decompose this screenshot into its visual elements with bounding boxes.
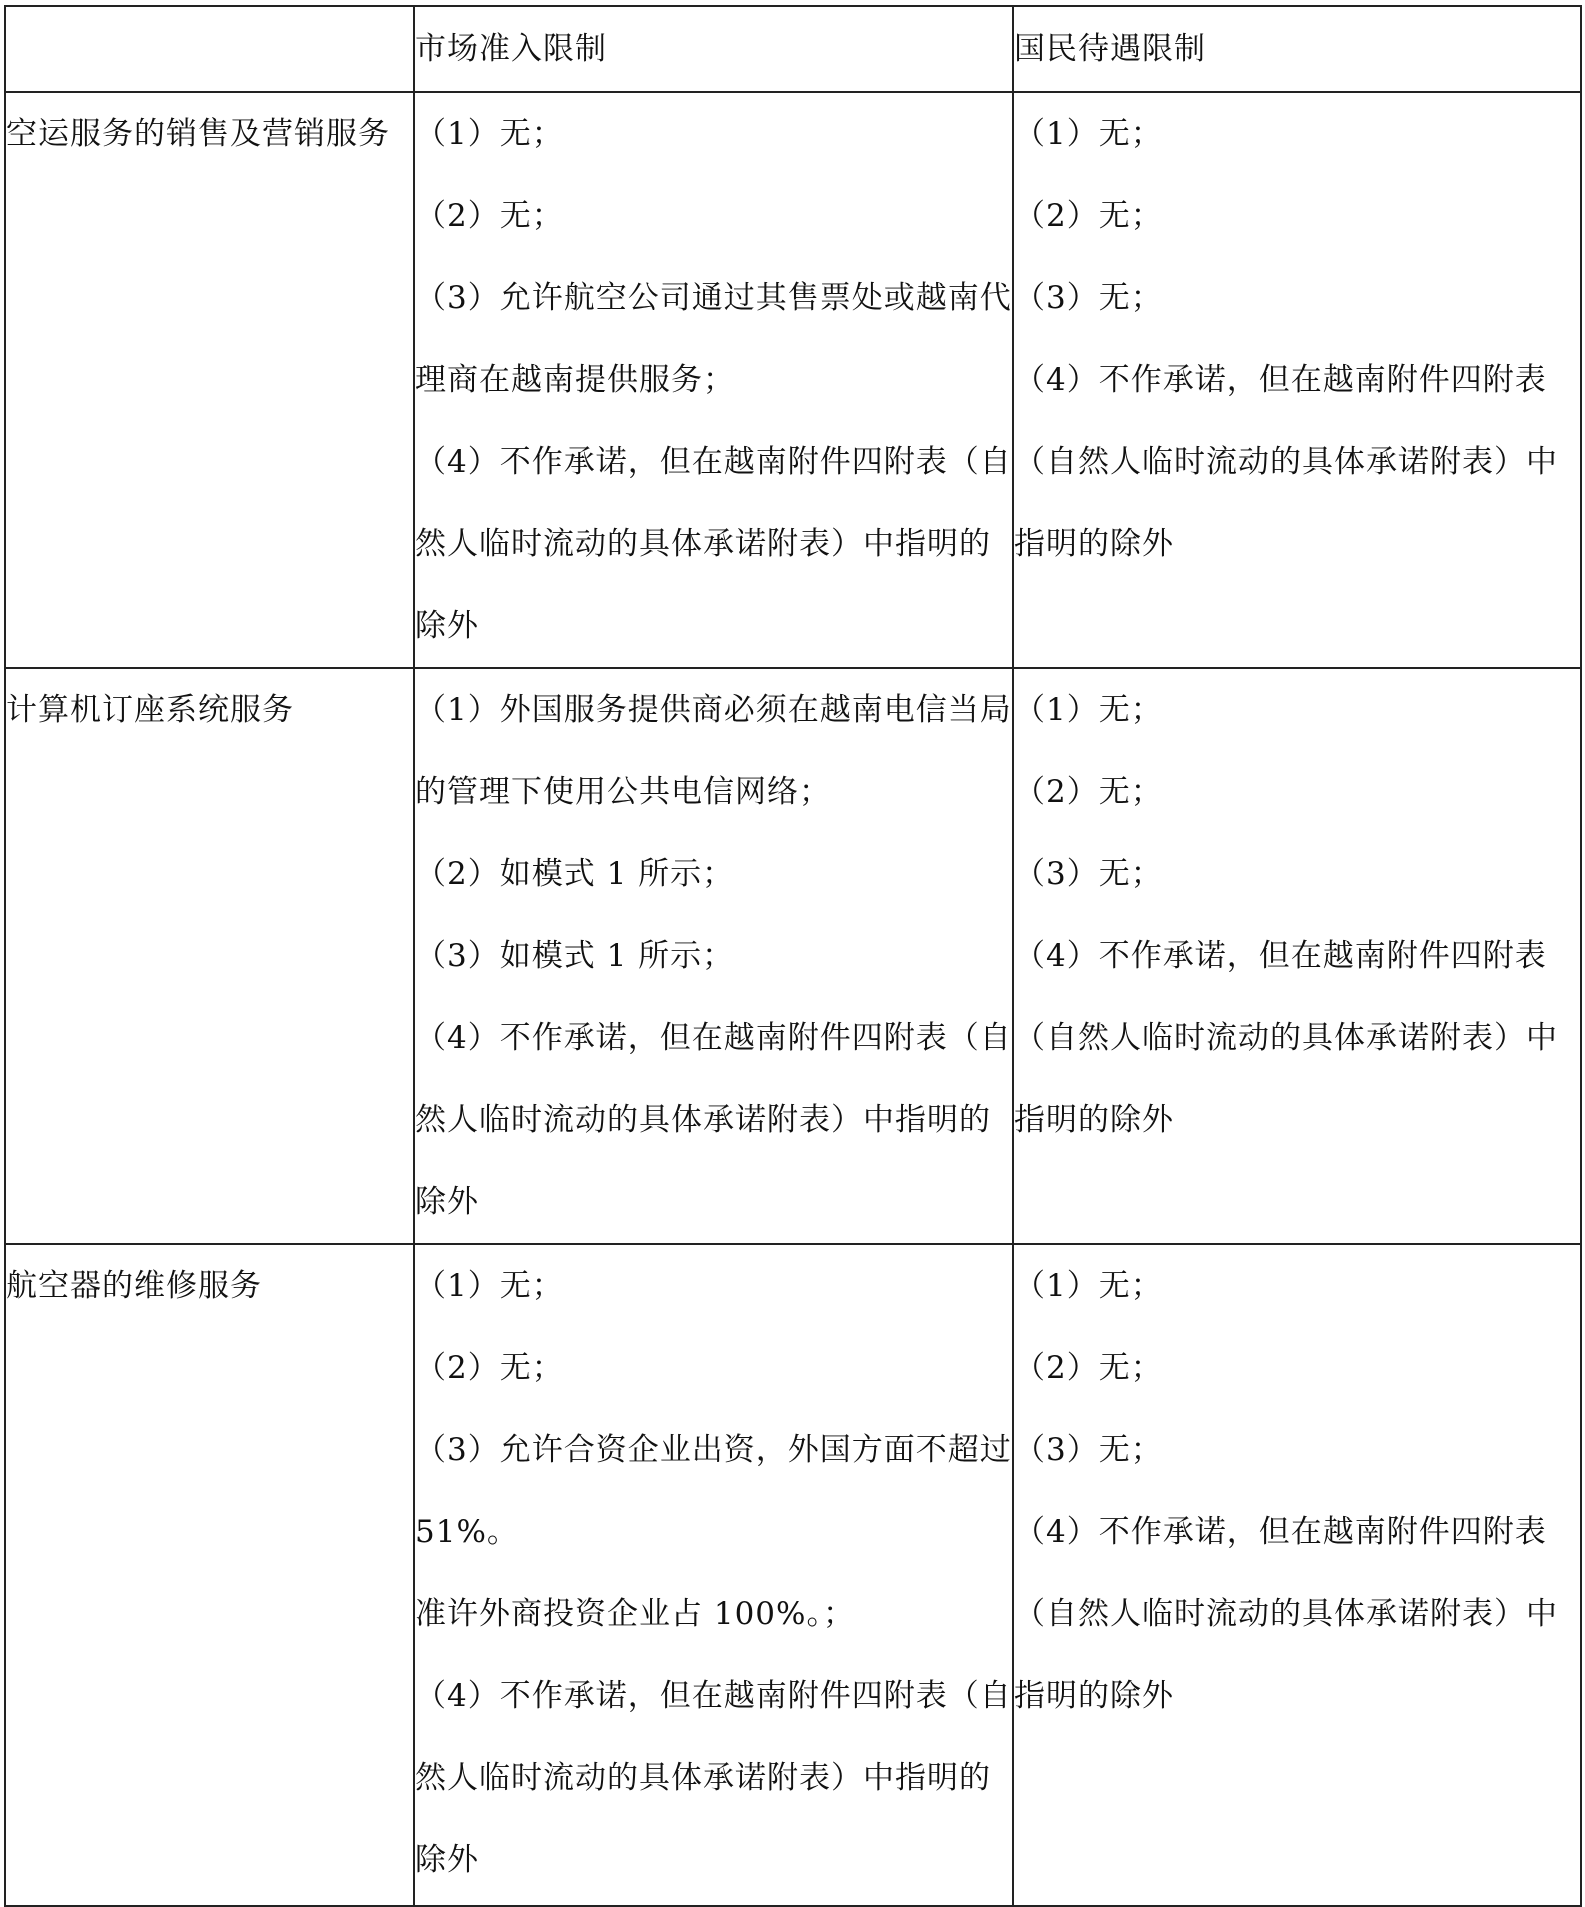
commitment-line: （1）无； — [415, 1268, 564, 1304]
commitment-line: （4）不作承诺，但在越南附件四附表（自然人临时流动的具体承诺附表）中指明的除外 — [1014, 362, 1558, 562]
commitment-line: （2）无； — [415, 1350, 564, 1386]
table-row — [5, 668, 1581, 1244]
commitment-line: （3）如模式 1 所示； — [415, 938, 735, 974]
header-market-access: 市场准入限制 — [414, 6, 1013, 92]
commitment-line: （2）无； — [1014, 774, 1163, 810]
commitment-line: （3）无； — [1014, 280, 1163, 316]
service-name-cell — [5, 1244, 414, 1906]
table-header-row — [5, 6, 1581, 92]
commitment-line: （4）不作承诺，但在越南附件四附表（自然人临时流动的具体承诺附表）中指明的除外 — [415, 1020, 1012, 1220]
market-access-cell — [414, 668, 1013, 1244]
commitment-line: （3）无； — [1014, 856, 1163, 892]
national-treatment-cell — [1013, 668, 1581, 1244]
commitment-line: （4）不作承诺，但在越南附件四附表（自然人临时流动的具体承诺附表）中指明的除外 — [415, 444, 1012, 644]
commitment-line: （1）无； — [1014, 116, 1163, 152]
commitment-line: （1）无； — [415, 116, 564, 152]
commitment-line: 准许外商投资企业占 100%。； — [415, 1596, 855, 1632]
commitment-line: （2）无； — [1014, 198, 1163, 234]
commitment-line: （4）不作承诺，但在越南附件四附表（自然人临时流动的具体承诺附表）中指明的除外 — [1014, 1514, 1558, 1714]
service-name-cell — [5, 668, 414, 1244]
commitment-line: （2）无； — [415, 198, 564, 234]
commitment-line: （1）无； — [1014, 1268, 1163, 1304]
table-row — [5, 92, 1581, 668]
commitment-line: （3）允许合资企业出资，外国方面不超过 51%。 — [415, 1432, 1012, 1550]
service-name: 空运服务的销售及营销服务 — [6, 116, 390, 152]
commitment-line: （4）不作承诺，但在越南附件四附表（自然人临时流动的具体承诺附表）中指明的除外 — [1014, 938, 1558, 1138]
header-national-treatment: 国民待遇限制 — [1013, 6, 1581, 92]
commitment-line: （2）无； — [1014, 1350, 1163, 1386]
market-access-cell — [414, 1244, 1013, 1906]
commitment-line: （1）无； — [1014, 692, 1163, 728]
market-access-cell — [414, 92, 1013, 668]
commitment-table — [4, 5, 1582, 1907]
header-sector-cell — [5, 6, 414, 92]
national-treatment-cell — [1013, 1244, 1581, 1906]
table-row — [5, 1244, 1581, 1906]
national-treatment-cell — [1013, 92, 1581, 668]
commitment-line: （2）如模式 1 所示； — [415, 856, 735, 892]
service-name: 计算机订座系统服务 — [6, 692, 294, 728]
commitment-line: （3）允许航空公司通过其售票处或越南代理商在越南提供服务； — [415, 280, 1012, 398]
service-name-cell — [5, 92, 414, 668]
commitment-line: （1）外国服务提供商必须在越南电信当局的管理下使用公共电信网络； — [415, 692, 1012, 810]
commitment-line: （4）不作承诺，但在越南附件四附表（自然人临时流动的具体承诺附表）中指明的除外 — [415, 1678, 1012, 1878]
commitment-line: （3）无； — [1014, 1432, 1163, 1468]
service-name: 航空器的维修服务 — [6, 1268, 262, 1304]
